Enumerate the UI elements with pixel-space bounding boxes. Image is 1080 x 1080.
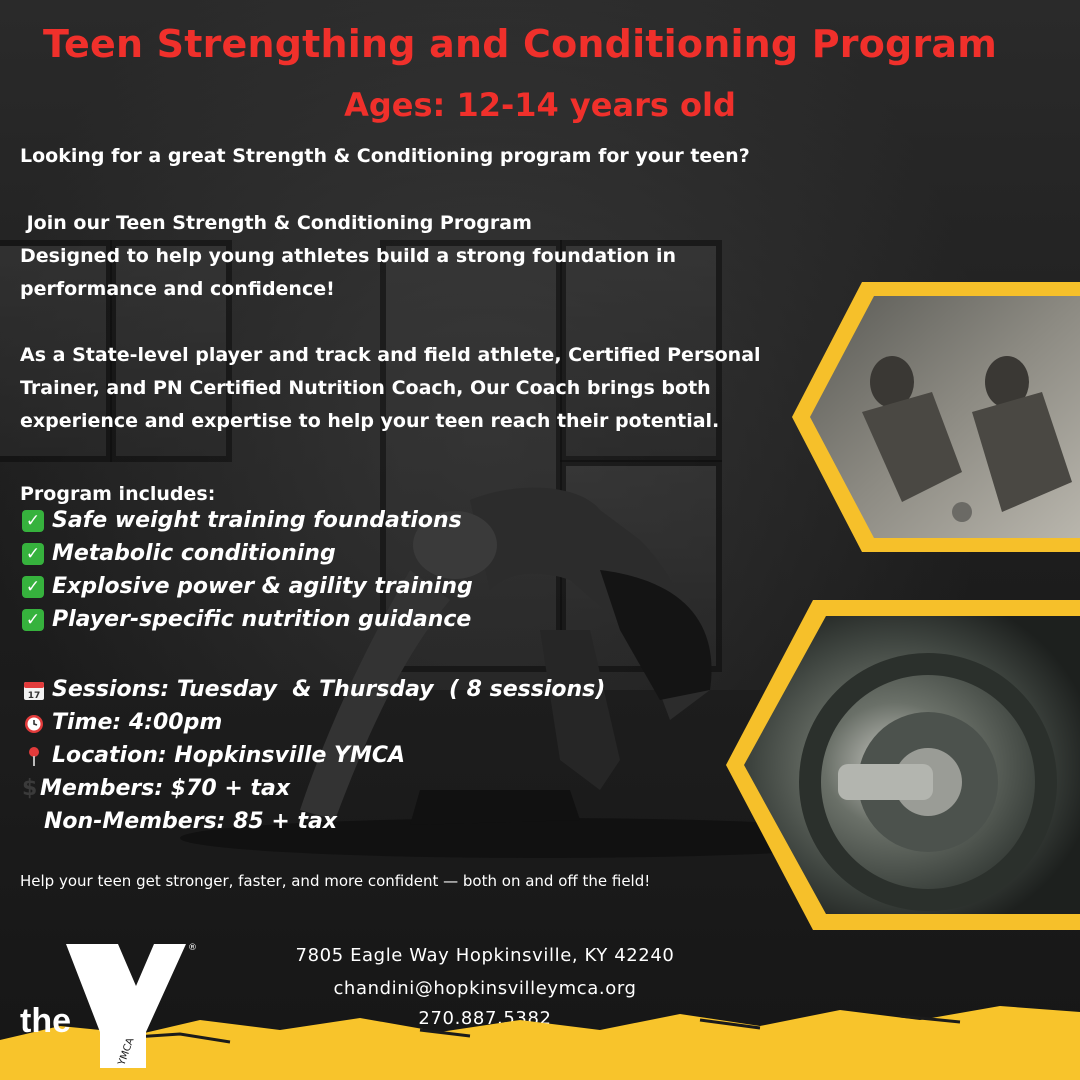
coach-line-1: As a State-level player and track and field athlete, Certified Personal xyxy=(20,344,761,366)
check-mark-icon: ✓ xyxy=(22,510,44,532)
address: 7805 Eagle Way Hopkinsville, KY 42240 xyxy=(295,945,675,966)
program-item-label: Safe weight training foundations xyxy=(52,508,462,533)
closing-tagline: Help your teen get stronger, faster, and more confident — both on and off the field! xyxy=(20,872,651,890)
coach-line-3: experience and expertise to help your teen reach their potential. xyxy=(20,410,720,432)
registered-mark: ® xyxy=(188,943,197,953)
location-detail xyxy=(22,743,405,768)
dollar-sign-icon: $ xyxy=(22,776,38,801)
hexagon-photo-pushups xyxy=(782,272,1080,562)
svg-text:17: 17 xyxy=(27,690,41,701)
time-detail xyxy=(22,710,222,735)
age-subtitle: Ages: 12-14 years old xyxy=(344,86,736,124)
program-item xyxy=(22,607,471,632)
alarm-clock-icon xyxy=(22,711,46,735)
logo-ymca-text: YMCA xyxy=(116,1036,137,1068)
program-item xyxy=(22,508,462,533)
nonmembers-detail xyxy=(44,809,337,834)
phone: 270.887.5382 xyxy=(418,1008,552,1029)
page-title: Teen Strengthing and Conditioning Program xyxy=(42,22,998,66)
program-item xyxy=(22,574,473,599)
program-item-label: Explosive power & agility training xyxy=(52,574,473,599)
program-item-label: Metabolic conditioning xyxy=(52,541,336,566)
join-line-1: Join our Teen Strength & Conditioning Program xyxy=(20,212,532,234)
members-detail xyxy=(22,776,290,801)
coach-line-2: Trainer, and PN Certified Nutrition Coach, Our Coach brings both xyxy=(20,377,711,399)
nonmembers-price: Non-Members: 85 + tax xyxy=(44,809,338,834)
intro-text: Looking for a great Strength & Conditioning program for your teen? xyxy=(20,145,750,167)
join-line-2: Designed to help young athletes build a strong foundation in xyxy=(20,245,677,267)
location-pin-icon xyxy=(22,744,46,768)
calendar-icon xyxy=(22,678,46,702)
email: chandini@hopkinsvilleymca.org xyxy=(333,978,637,999)
sessions-detail xyxy=(22,677,605,702)
program-item-label: Player-specific nutrition guidance xyxy=(52,607,472,632)
sessions-text: Sessions: Tuesday & Thursday ( 8 sessions) xyxy=(52,677,606,702)
program-heading: Program includes: xyxy=(20,483,216,505)
ymca-logo xyxy=(18,940,208,1074)
check-mark-icon: ✓ xyxy=(22,609,44,631)
check-mark-icon: ✓ xyxy=(22,576,44,598)
join-line-3: performance and confidence! xyxy=(20,278,335,300)
location-text: Location: Hopkinsville YMCA xyxy=(52,743,406,768)
time-text: Time: 4:00pm xyxy=(52,710,223,735)
members-price: Members: $70 + tax xyxy=(40,776,291,801)
ymca-y-logo xyxy=(18,940,208,1070)
check-mark-icon: ✓ xyxy=(22,543,44,565)
logo-the-text: the xyxy=(20,1002,71,1040)
program-item xyxy=(22,541,336,566)
hexagon-photo-weight-plate xyxy=(718,592,1080,942)
